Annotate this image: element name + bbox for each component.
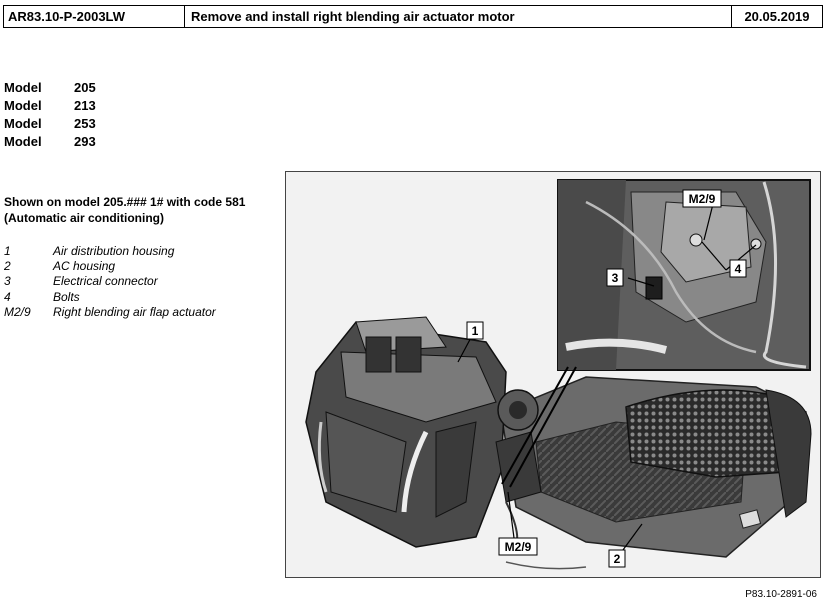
model-value: 205 [74,79,96,95]
legend-text: Bolts [53,289,80,304]
callout-3 [607,269,623,286]
legend-key: 2 [4,258,11,273]
inset-connector [646,277,662,299]
model-value: 293 [74,133,96,149]
model-row [4,114,96,132]
legend-key: M2/9 [4,304,31,319]
detail-inset [558,180,810,370]
model-value: 253 [74,115,96,131]
legend-key: 4 [4,289,11,304]
model-value: 213 [74,97,96,113]
legend-text: Electrical connector [53,274,158,289]
callout-m29-inset [683,190,721,207]
document-header [3,5,823,28]
legend-key: 3 [4,274,11,289]
legend-item [4,258,216,273]
model-row [4,96,96,114]
component-photo [285,171,821,578]
callout-2-label: 2 [613,552,621,566]
component-photo-graphic [286,172,820,577]
shown-on-note [4,194,245,226]
legend-text: Right blending air flap actuator [53,304,216,319]
callout-1-label: 1 [471,324,479,338]
callout-2 [609,550,625,567]
callout-m29-main-label: M2/9 [504,540,532,554]
callout-m29-main [499,538,537,555]
model-list [4,78,96,150]
callout-4-label: 4 [734,262,742,276]
legend [4,243,216,319]
doc-number: AR83.10-P-2003LW [4,6,185,27]
legend-item [4,274,216,289]
doc-date: 20.05.2019 [744,9,810,24]
legend-item [4,289,216,304]
figure-code: P83.10-2891-06 [745,589,817,600]
model-row [4,78,96,96]
model-label: Model [4,97,42,113]
legend-text: AC housing [53,258,116,273]
model-label: Model [4,79,42,95]
callout-1 [467,322,483,339]
legend-item [4,304,216,319]
model-row [4,132,96,150]
shown-on-line: Shown on model 205.### 1# with code 581 [4,195,246,209]
callout-4 [730,260,746,277]
doc-title: Remove and install right blending air actuator motor [185,6,732,27]
legend-text: Air distribution housing [53,243,175,258]
callout-3-label: 3 [611,271,619,285]
model-label: Model [4,115,42,131]
shown-on-line: (Automatic air conditioning) [4,211,164,225]
legend-item [4,243,216,258]
callout-m29-inset-label: M2/9 [688,192,716,206]
legend-key: 1 [4,243,11,258]
model-label: Model [4,133,42,149]
